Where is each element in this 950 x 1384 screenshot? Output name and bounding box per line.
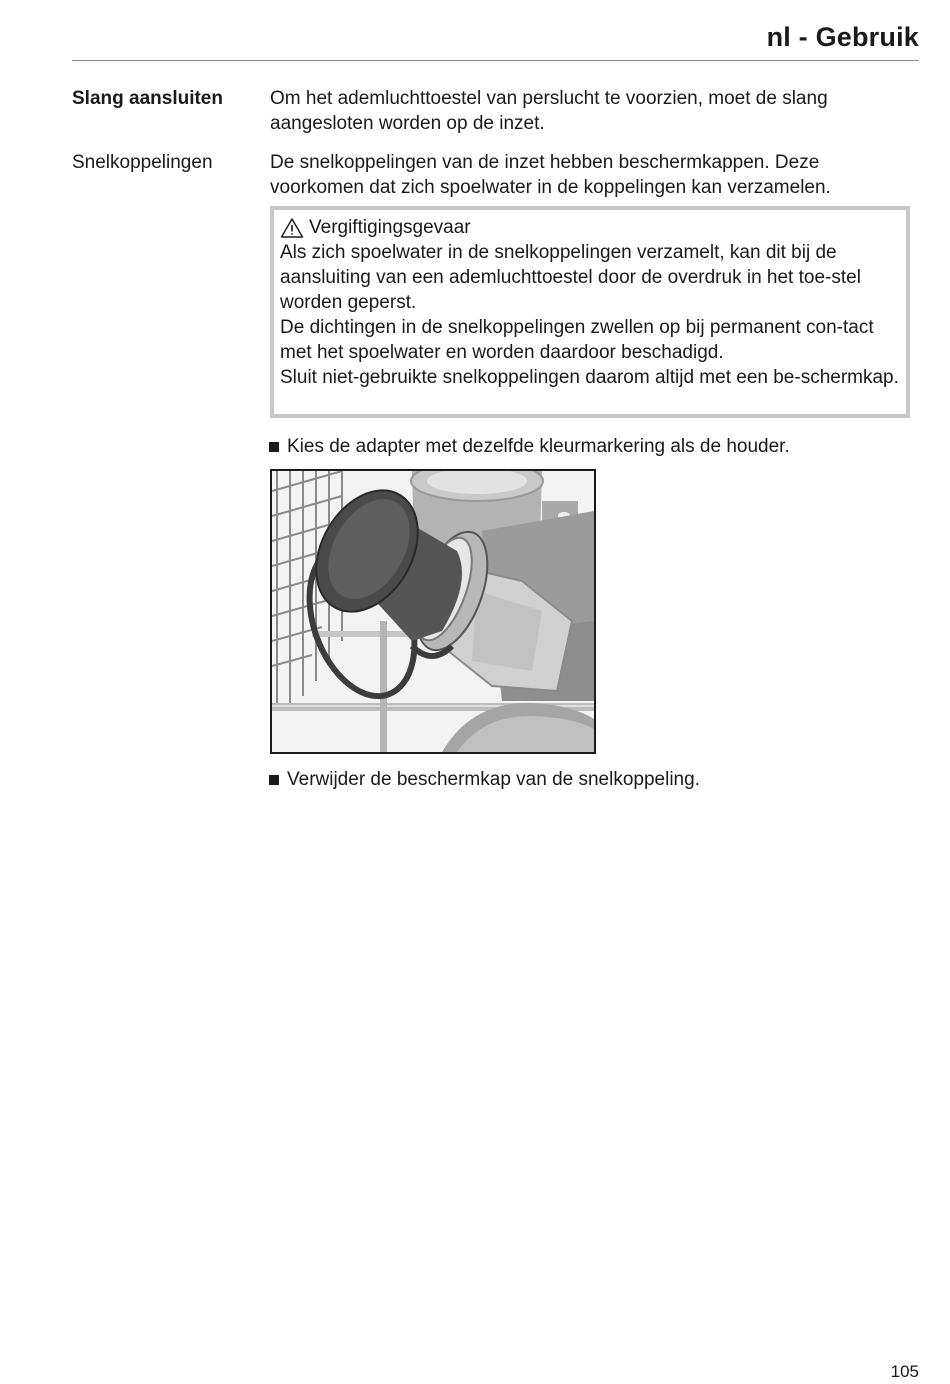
warning-paragraph-1: Als zich spoelwater in de snelkoppelingen verzamelt, kan dit bij de aansluiting van een ademluchttoestel door de overdruk in het toe-stel worden geperst. xyxy=(280,242,861,313)
section-label-slang: Slang aansluiten xyxy=(72,88,223,109)
warning-paragraph-3: Sluit niet-gebruikte snelkoppelingen daarom altijd met een be-schermkap. xyxy=(280,367,899,388)
warning-paragraph-2: De dichtingen in de snelkoppelingen zwellen op bij permanent con-tact met het spoelwater en worden daardoor beschadigd. xyxy=(280,317,874,363)
instruction-step-2-text: Verwijder de beschermkap van de snelkoppeling. xyxy=(287,769,700,790)
page-number: 105 xyxy=(890,1362,919,1381)
square-bullet-icon xyxy=(269,442,279,452)
header-divider xyxy=(72,60,919,61)
section-text-snelkoppelingen: De snelkoppelingen van de inzet hebben beschermkappen. Deze voorkomen dat zich spoelwater in de koppelingen kan verzamelen. xyxy=(270,152,831,198)
section-label-snelkoppelingen: Snelkoppelingen xyxy=(72,152,213,173)
warning-title: Vergiftigingsgevaar xyxy=(309,217,471,238)
warning-box xyxy=(270,206,910,418)
page-header-title: nl - Gebruik xyxy=(766,22,919,52)
coupling-illustration xyxy=(270,469,596,754)
square-bullet-icon xyxy=(269,775,279,785)
instruction-step-2 xyxy=(269,767,700,792)
warning-triangle-icon xyxy=(280,217,304,239)
instruction-step-1 xyxy=(269,434,790,459)
instruction-step-1-text: Kies de adapter met dezelfde kleurmarkering als de houder. xyxy=(287,436,790,457)
section-text-slang: Om het ademluchttoestel van perslucht te voorzien, moet de slang aangesloten worden op de inzet. xyxy=(270,88,828,134)
